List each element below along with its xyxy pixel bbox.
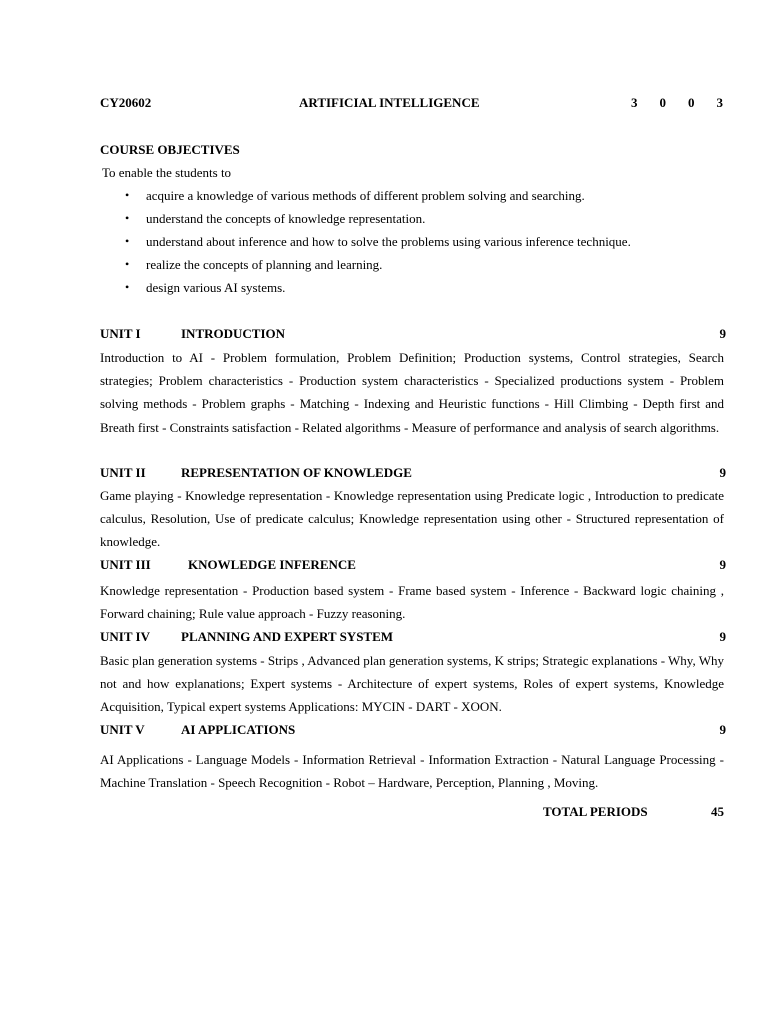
unit-hours: 9 <box>719 722 726 737</box>
objective-item <box>100 207 631 230</box>
unit-number: UNIT II <box>100 465 146 480</box>
unit-title: PLANNING AND EXPERT SYSTEM <box>181 629 394 644</box>
unit-hours: 9 <box>719 326 726 341</box>
unit-hours: 9 <box>719 557 726 572</box>
unit-number: UNIT V <box>100 722 145 737</box>
unit-3-heading <box>100 557 726 573</box>
credit-total: 3 <box>716 95 723 110</box>
objective-text: acquire a knowledge of various methods of different problem solving and searching. <box>146 188 585 203</box>
unit-4-heading <box>100 629 726 645</box>
unit-1-content: Introduction to AI - Problem formulation, Problem Definition; Production systems, Control strategies, Search strategies; Problem characteristics - Production system characteristics - Specialized productions system - Problem solving methods - Problem graphs - Matching - Indexing and Heuristic functions - Hill Climbing - Depth first and Breath first - Constraints satisfaction - Related algorithms - Measure of performance and analysis of search algorithms. <box>100 350 724 435</box>
objective-item <box>100 276 631 299</box>
bullet-icon: • <box>125 211 130 225</box>
unit-5-heading <box>100 722 726 738</box>
course-code: CY20602 <box>100 95 152 110</box>
unit-4-content: Basic plan generation systems - Strips , Advanced plan generation systems, K strips; Strategic explanations - Why, Why not and how explanations; Expert systems - Architecture of expert systems, Roles of expert systems, Knowledge Acquisition, Typical expert systems Applications: MYCIN - DART - XOON. <box>100 653 724 715</box>
course-credits <box>631 95 723 111</box>
unit-title: REPRESENTATION OF KNOWLEDGE <box>181 465 412 480</box>
unit-1-heading <box>100 326 726 342</box>
bullet-icon: • <box>125 188 130 202</box>
bullet-icon: • <box>125 257 130 271</box>
unit-hours: 9 <box>719 465 726 480</box>
credit-tutorial: 0 <box>659 95 666 110</box>
objective-item <box>100 184 631 207</box>
unit-title: AI APPLICATIONS <box>181 722 296 737</box>
objective-text: understand the concepts of knowledge representation. <box>146 211 426 226</box>
total-periods-value: 45 <box>711 804 724 819</box>
unit-title: KNOWLEDGE INFERENCE <box>188 557 356 572</box>
unit-2-content: Game playing - Knowledge representation - Knowledge representation using Predicate logic , Introduction to predicate calculus, Resolution, Use of predicate calculus; Knowledge representation using other - Structured representation of knowledge. <box>100 488 724 550</box>
objective-item <box>100 230 631 253</box>
objectives-heading: COURSE OBJECTIVES <box>100 142 240 157</box>
objective-text: realize the concepts of planning and learning. <box>146 257 383 272</box>
objectives-intro: To enable the students to <box>102 165 232 180</box>
unit-number: UNIT IV <box>100 629 150 644</box>
unit-number: UNIT III <box>100 557 151 572</box>
unit-number: UNIT I <box>100 326 141 341</box>
unit-hours: 9 <box>719 629 726 644</box>
unit-title: INTRODUCTION <box>181 326 286 341</box>
objective-text: design various AI systems. <box>146 280 286 295</box>
course-title: ARTIFICIAL INTELLIGENCE <box>299 95 480 110</box>
total-periods-label: TOTAL PERIODS <box>543 804 648 819</box>
objective-item <box>100 253 631 276</box>
unit-5-content: AI Applications - Language Models - Information Retrieval - Information Extraction - Natural Language Processing - Machine Translation - Speech Recognition - Robot – Hardware, Perception, Planning , Moving. <box>100 752 724 791</box>
objectives-list <box>100 184 631 299</box>
unit-2-heading <box>100 465 726 481</box>
credit-lecture: 3 <box>631 95 638 110</box>
bullet-icon: • <box>125 234 130 248</box>
bullet-icon: • <box>125 280 130 294</box>
credit-practical: 0 <box>688 95 695 110</box>
objective-text: understand about inference and how to solve the problems using various inference technique. <box>146 234 631 249</box>
unit-3-content: Knowledge representation - Production based system - Frame based system - Inference - Backward logic chaining , Forward chaining; Rule value approach - Fuzzy reasoning. <box>100 583 724 622</box>
